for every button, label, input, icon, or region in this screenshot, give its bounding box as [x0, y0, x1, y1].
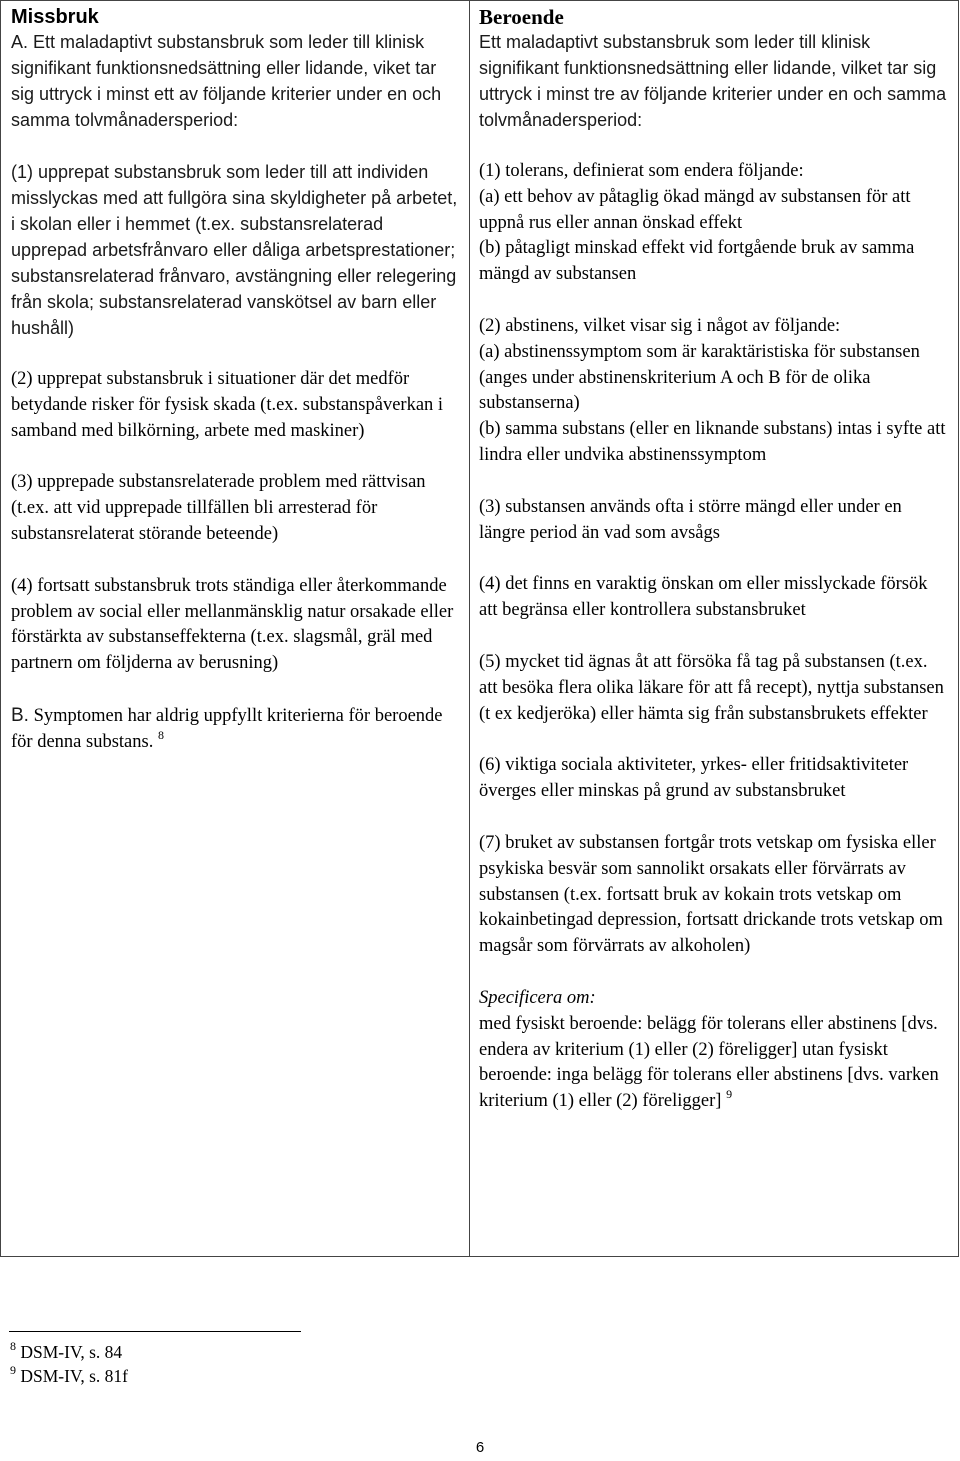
specify-text [479, 1012, 949, 1115]
footnote-8 [10, 1340, 128, 1364]
footnotes [10, 1340, 128, 1388]
footnote-rule [9, 1331, 301, 1332]
beroende-criterion-3: (3) substansen används ofta i större mängd eller under en längre period än vad som avsågs [479, 496, 902, 543]
footnote-text: DSM-IV, s. 84 [16, 1342, 123, 1362]
beroende-criterion-2a: (a) abstinenssymptom som är karaktäristiska för substansen (anges under abstinenskriterium A och B för de olika substanserna) [479, 341, 920, 414]
beroende-criterion-5: (5) mycket tid ägnas åt att försöka få tag på substansen (t.ex. att besöka flera olika läkare för att få recept), nyttja substansen (t ex kedjeröka) eller hämta sig från substansbrukets effekter [479, 651, 944, 724]
footnote-number: 9 [10, 1363, 16, 1377]
missbruk-criterion-1: (1) upprepat substansbruk som leder till att individen misslyckas med att fullgöra sina skyldigheter på arbetet, i skolan eller i hemmet (t.ex. substansrelaterad upprepad arbetsfrånvaro eller dåliga arbetsprestationer; substansrelaterad frånvaro, avstängning eller relegering från skola; substansrelaterad vanskötsel av barn eller hushåll) [11, 162, 458, 338]
beroende-heading: Beroende [479, 5, 564, 29]
footnote-text: DSM-IV, s. 81f [16, 1366, 128, 1386]
missbruk-criterion-2: (2) upprepat substansbruk i situationer där det medför betydande risker för fysisk skada (t.ex. substanspåverkan i samband med bilkörning, arbete med maskiner) [11, 369, 444, 441]
criterion-b-letter: B. [11, 704, 29, 726]
specify-label: Specificera om: [479, 987, 596, 1008]
footnote-ref-8: 8 [157, 727, 164, 742]
missbruk-criterion-3: (3) upprepade substansrelaterade problem med rättvisan (t.ex. att vid upprepade tillfällen bli arresterad för substansrelaterat störande beteende) [11, 472, 426, 544]
column-divider [469, 1, 470, 1256]
missbruk-criterion-4: (4) fortsatt substansbruk trots ständiga eller återkommande problem av social eller mellanmänsklig natur orsakade eller förstärkta av substanseffekterna (t.ex. slagsmål, gräl med partnern om följderna av berusning) [11, 575, 454, 674]
beroende-column [479, 5, 949, 1115]
page-number: 6 [475, 1439, 485, 1456]
missbruk-criterion-b [11, 703, 459, 756]
missbruk-heading: Missbruk [11, 6, 99, 28]
criterion-b-text: Symptomen har aldrig uppfyllt kriterierna för beroende för denna substans. [11, 705, 443, 752]
footnote-ref-9: 9 [726, 1087, 733, 1102]
beroende-criterion-6: (6) viktiga sociala aktiviteter, yrkes- eller fritidsaktiviteter överges eller minskas på grund av substansbruket [479, 755, 909, 802]
beroende-criterion-1b: (b) påtagligt minskad effekt vid fortgående bruk av samma mängd av substansen [479, 238, 915, 285]
beroende-criterion-1a: (a) ett behov av påtaglig ökad mängd av substansen för att uppnå rus eller annan önskad effekt [479, 186, 911, 233]
footnote-9 [10, 1364, 128, 1388]
missbruk-intro: A. Ett maladaptivt substansbruk som leder till klinisk signifikant funktionsnedsättning eller lidande, viket tar sig uttryck i minst ett av följande kriterier under en och samma tolvmånadersperiod: [11, 32, 442, 130]
beroende-criterion-1: (1) tolerans, definierat som endera följande: [479, 161, 804, 181]
beroende-criterion-7: (7) bruket av substansen fortgår trots vetskap om fysiska eller psykiska besvär som sannolikt orsakats eller förvärrats av substansen (t.ex. fortsatt bruk av kokain trots vetskap om kokainbetingad depression, fortsatt drickande trots vetskap om magsår som förvärrats av alkoholen) [479, 832, 943, 957]
beroende-criterion-2b: (b) samma substans (eller en liknande substans) intas i syfte att lindra eller undvika abstinenssymptom [479, 419, 946, 465]
footnote-number: 8 [10, 1339, 16, 1353]
missbruk-column [11, 5, 459, 756]
beroende-criterion-2: (2) abstinens, vilket visar sig i något av följande: [479, 315, 841, 336]
beroende-intro: Ett maladaptivt substansbruk som leder till klinisk signifikant funktionsnedsättning eller lidande, vilket tar sig uttryck i minst tre av följande kriterier under en och samma tolvmånadersperiod: [479, 32, 947, 130]
beroende-criterion-4: (4) det finns en varaktig önskan om eller misslyckade försök att begränsa eller kontrollera substansbruket [479, 574, 928, 621]
specify-body: med fysiskt beroende: belägg för tolerans eller abstinens [dvs. endera av kriterium (1) eller (2) föreligger] utan fysiskt beroende: inga belägg för tolerans eller abstinens [dvs. varken kriterium (1) eller (2) föreligger] [479, 1013, 939, 1112]
